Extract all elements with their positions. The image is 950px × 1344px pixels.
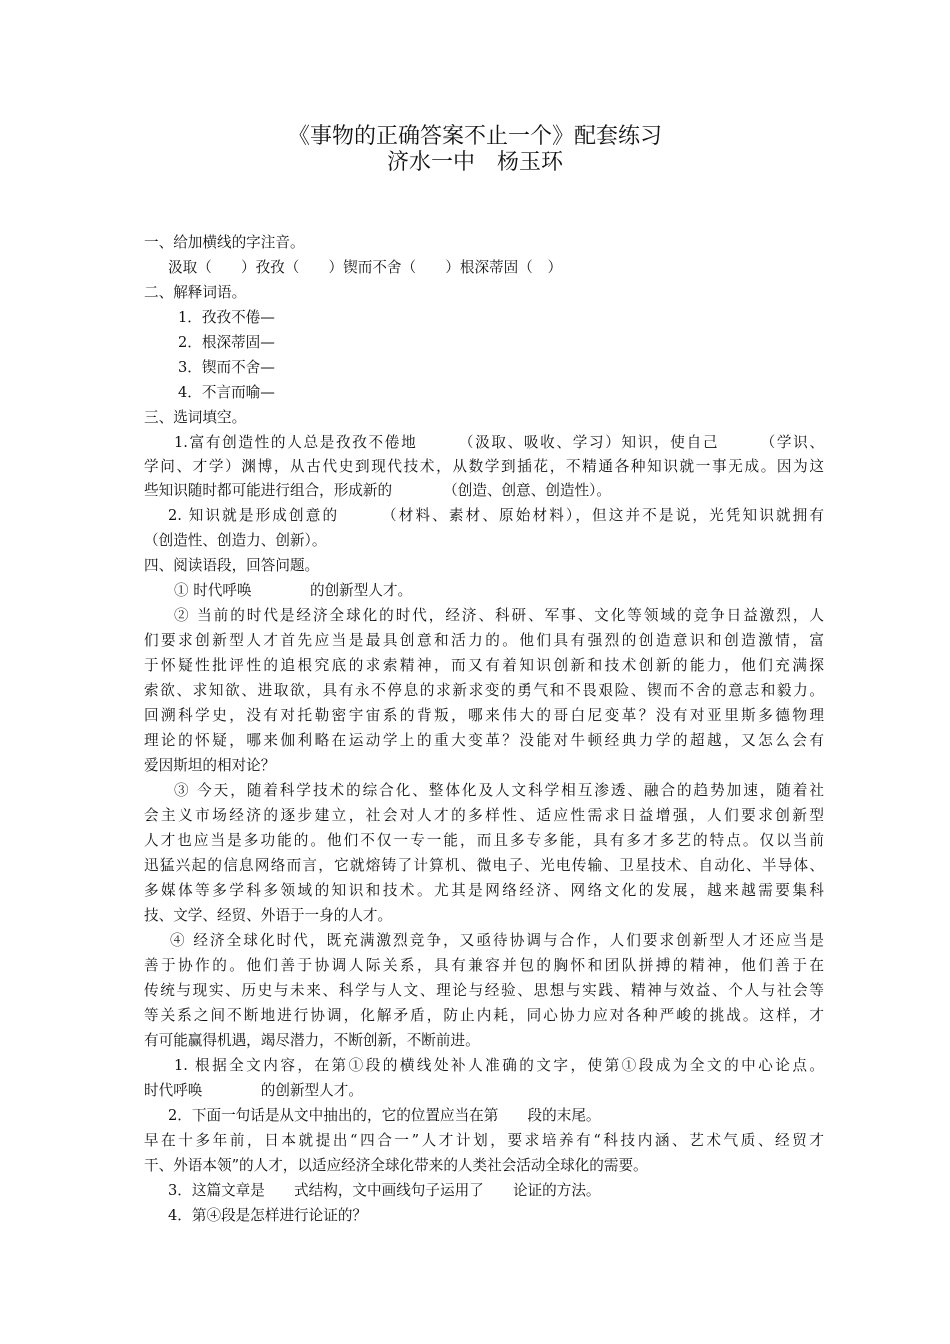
- text-line: 2. 知识就是形成创意的 （材料、素材、原始材料），但这并不是说，光凭知识就拥有: [168, 507, 824, 524]
- text-line: 们要求创新型人才首先应当是最具创意和活力的。他们具有强烈的创造意识和创造激情，富: [144, 632, 824, 649]
- text-line: 1. 根据全文内容，在第①段的横线处补人准确的文字，使第①段成为全文的中心论点。: [174, 1057, 824, 1074]
- text-line: （创造性、创造力、创新）。: [144, 532, 327, 549]
- text-line: 学问、才学）渊博，从古代史到现代技术，从数学到插花，不精通各种知识就一事无成。因为这: [144, 458, 824, 475]
- text-line: ④ 经济全球化时代，既充满激烈竞争，又亟待协调与合作，人们要求创新型人才还应当是: [170, 932, 824, 949]
- document-author: 济水一中 杨玉环: [386, 150, 563, 175]
- text-line: 4．不言而喻—: [178, 384, 275, 401]
- text-line: 2．根深蒂固—: [178, 334, 275, 351]
- text-line: 索欲、求知欲、进取欲，具有永不停息的求新求变的勇气和不畏艰险、锲而不舍的意志和毅力。: [144, 682, 824, 699]
- text-line: 时代呼唤 的创新型人才。: [144, 1082, 363, 1099]
- text-line: 3．这篇文章是 式结构，文中画线句子运用了 论证的方法。: [168, 1182, 601, 1199]
- text-line: ② 当前的时代是经济全球化的时代，经济、科研、军事、文化等领域的竞争日益激烈，人: [174, 607, 824, 624]
- text-line: 等关系之间不断地进行协调，化解矛盾，防止内耗，同心协力应对各种严峻的挑战。这样，才: [144, 1007, 824, 1024]
- text-line: 4．第④段是怎样进行论证的？: [168, 1207, 368, 1224]
- text-line: 理论的怀疑，哪来伽利略在运动学上的重大变革？没能对牛顿经典力学的超越，又怎么会有: [144, 732, 824, 749]
- text-line: 汲取（ ）孜孜（ ）锲而不舍（ ）根深蒂固（ ）: [168, 259, 563, 276]
- text-line: 些知识随时都可能进行组合，形成新的 （创造、创意、创造性）。: [144, 482, 611, 499]
- document-title: 《事物的正确答案不止一个》配套练习: [287, 124, 662, 149]
- text-line: 一、给加横线的字注音。: [144, 234, 305, 251]
- text-line: 2．下面一句话是从文中抽出的，它的位置应当在第 段的末尾。: [168, 1107, 601, 1124]
- text-line: 四、阅读语段，回答问题。: [144, 557, 320, 574]
- text-line: 3．锲而不舍—: [178, 359, 275, 376]
- text-line: 1．孜孜不倦—: [178, 309, 275, 326]
- text-line: ① 时代呼唤 的创新型人才。: [174, 582, 413, 599]
- text-line: 人才也应当是多功能的。他们不仅一专一能，而且多专多能，具有多才多艺的特点。仅以当前: [144, 832, 824, 849]
- text-line: 干、外语本领”的人才，以适应经济全球化带来的人类社会活动全球化的需要。: [144, 1157, 648, 1174]
- text-line: 有可能赢得机遇，竭尽潜力，不断创新，不断前进。: [144, 1032, 480, 1049]
- text-line: 技、文学、经贸、外语于一身的人才。: [144, 907, 393, 924]
- text-line: 早在十多年前，日本就提出“四合一”人才计划，要求培养有“科技内涵、艺术气质、经贸才: [144, 1132, 824, 1149]
- text-line: 迅猛兴起的信息网络而言，它就熔铸了计算机、微电子、光电传输、卫星技术、自动化、半导体、: [144, 857, 824, 874]
- text-line: 1.富有创造性的人总是孜孜不倦地 （汲取、吸收、学习）知识，使自己 （学识、: [174, 434, 824, 451]
- text-line: 回溯科学史，没有对托勒密宇宙系的背叛，哪来伟大的哥白尼变革？没有对亚里斯多德物理: [144, 707, 824, 724]
- text-line: ③ 今天，随着科学技术的综合化、整体化及人文科学相互渗透、融合的趋势加速，随着社: [174, 782, 824, 799]
- text-line: 会主义市场经济的逐步建立，社会对人才的多样性、适应性需求日益增强，人们要求创新型: [144, 807, 824, 824]
- text-line: 多媒体等多学科多领域的知识和技术。尤其是网络经济、网络文化的发展，越来越需要集科: [144, 882, 824, 899]
- text-line: 传统与现实、历史与未来、科学与人文、理论与经验、思想与实践、精神与效益、个人与社会等: [144, 982, 824, 999]
- text-line: 善于协作的。他们善于协调人际关系，具有兼容并包的胸怀和团队拼搏的精神，他们善于在: [144, 957, 824, 974]
- text-line: 三、选词填空。: [144, 409, 247, 426]
- text-line: 二、解释词语。: [144, 284, 247, 301]
- text-line: 于怀疑性批评性的追根究底的求索精神，而又有着知识创新和技术创新的能力，他们充满探: [144, 657, 824, 674]
- text-line: 爱因斯坦的相对论？: [144, 757, 276, 774]
